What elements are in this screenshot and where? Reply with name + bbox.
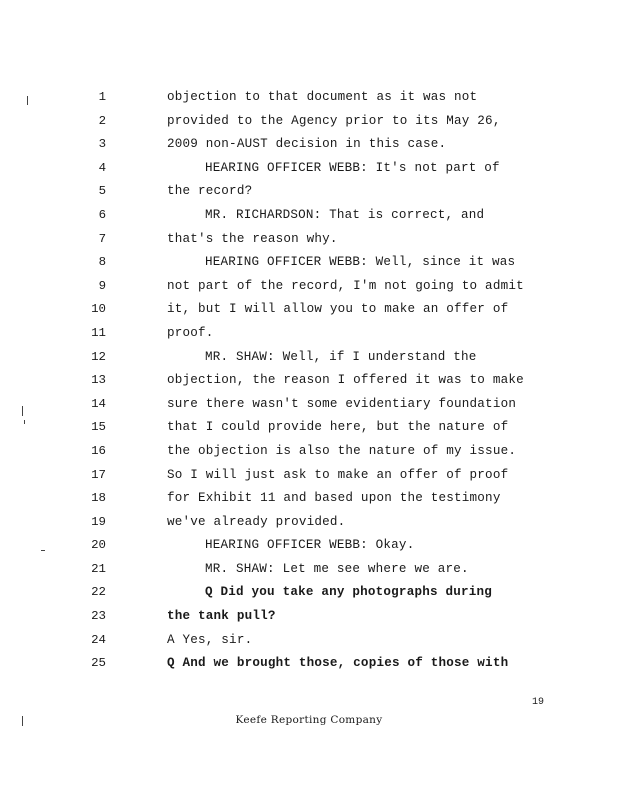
page-number: 19 [532, 697, 545, 708]
line-number: 19 [91, 514, 106, 529]
transcript-line [0, 157, 618, 181]
line-text: A Yes, sir. [167, 632, 253, 647]
transcript-line [0, 393, 618, 417]
transcript-line [0, 228, 618, 252]
line-text: that I could provide here, but the nature of [167, 420, 509, 435]
transcript-line [0, 110, 618, 134]
line-text: it, but I will allow you to make an offer of [167, 302, 509, 317]
transcript-line [0, 346, 618, 370]
line-text: provided to the Agency prior to its May 26, [167, 113, 501, 128]
line-number: 15 [91, 420, 106, 435]
line-text: HEARING OFFICER WEBB: Well, since it was [205, 255, 516, 270]
line-text: MR. SHAW: Well, if I understand the [205, 349, 477, 364]
line-number: 11 [91, 325, 106, 340]
line-number: 20 [91, 538, 106, 553]
line-number: 9 [98, 278, 106, 293]
transcript-line [0, 322, 618, 346]
line-text: HEARING OFFICER WEBB: It's not part of [205, 160, 500, 175]
transcript-line [0, 275, 618, 299]
transcript-line [0, 581, 618, 605]
line-text: not part of the record, I'm not going to admit [167, 278, 524, 293]
line-number: 21 [91, 561, 106, 576]
line-text: the objection is also the nature of my issue. [167, 443, 517, 458]
transcript-line [0, 369, 618, 393]
line-number: 14 [91, 396, 106, 411]
line-text: proof. [167, 325, 214, 340]
line-text: the tank pull? [167, 609, 276, 624]
line-text: MR. RICHARDSON: That is correct, and [205, 207, 485, 222]
line-number: 10 [91, 302, 106, 317]
line-number: 24 [91, 632, 106, 647]
transcript-line [0, 629, 618, 653]
line-text: for Exhibit 11 and based upon the testimony [167, 491, 501, 506]
transcript-line [0, 534, 618, 558]
line-number: 12 [91, 349, 106, 364]
line-text: objection, the reason I offered it was to make [167, 373, 524, 388]
footer-reporting-company: Keefe Reporting Company [235, 714, 383, 726]
line-number: 8 [98, 255, 106, 270]
transcript-line [0, 133, 618, 157]
line-text: HEARING OFFICER WEBB: Okay. [205, 538, 415, 553]
line-text: 2009 non-AUST decision in this case. [167, 137, 447, 152]
line-text: So I will just ask to make an offer of proof [167, 467, 509, 482]
transcript-line [0, 440, 618, 464]
line-number: 7 [98, 231, 106, 246]
transcript-line [0, 86, 618, 110]
transcript-line [0, 652, 618, 676]
line-text: sure there wasn't some evidentiary foundation [167, 396, 517, 411]
line-number: 2 [98, 113, 106, 128]
line-text: that's the reason why. [167, 231, 338, 246]
transcript-line [0, 416, 618, 440]
line-number: 4 [98, 160, 106, 175]
transcript-line [0, 464, 618, 488]
line-number: 13 [91, 373, 106, 388]
line-number: 16 [91, 443, 106, 458]
line-text: Q And we brought those, copies of those with [167, 656, 509, 671]
transcript-line [0, 251, 618, 275]
transcript-line [0, 180, 618, 204]
line-text: objection to that document as it was not [167, 90, 478, 104]
line-number: 6 [98, 207, 106, 222]
transcript-line [0, 487, 618, 511]
line-number: 25 [91, 656, 106, 671]
line-text: the record? [167, 184, 253, 199]
line-number: 18 [91, 491, 106, 506]
transcript-line [0, 204, 618, 228]
line-number: 1 [98, 90, 106, 104]
transcript-line [0, 558, 618, 582]
transcript-line [0, 298, 618, 322]
line-number: 3 [98, 137, 106, 152]
transcript-line [0, 511, 618, 535]
line-number: 23 [91, 609, 106, 624]
line-text: Q Did you take any photographs during [205, 585, 493, 600]
line-number: 22 [91, 585, 106, 600]
transcript-lines [0, 86, 618, 676]
line-text: we've already provided. [167, 514, 346, 529]
line-number: 17 [91, 467, 106, 482]
line-text: MR. SHAW: Let me see where we are. [205, 561, 469, 576]
line-number: 5 [98, 184, 106, 199]
transcript-line [0, 605, 618, 629]
